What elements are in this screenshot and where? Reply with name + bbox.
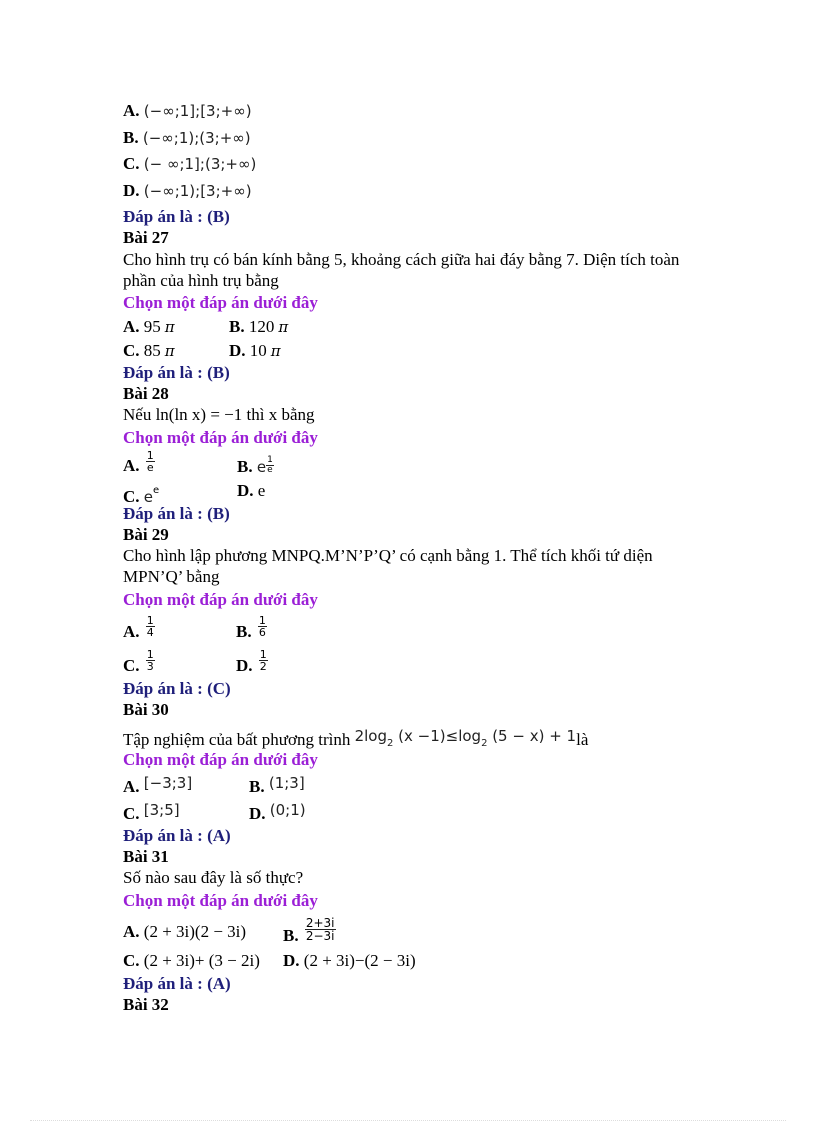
q30-inequality: $2\log_2$ $(x -1)\le\log_2$ (5 − x) + 1 xyxy=(354,727,577,749)
q28-text: Nếu ln(ln x) = −1 thì x bằng xyxy=(123,405,315,424)
q29-option-b: B. $\frac{1}{6}$ xyxy=(236,613,266,641)
q31-answer: Đáp án là : (A) xyxy=(123,974,231,993)
q30-option-d: D. (0;1) xyxy=(249,801,306,823)
q30-text: Tập nghiệm của bất phương trình $2\log_2$ $(x -1)\le\log_2$ (5 − x) + 1là xyxy=(123,727,589,749)
q29-prompt: Chọn một đáp án dưới đây xyxy=(123,590,318,609)
q31-option-b: B. $\frac{2+3i}{2-3i}$ xyxy=(283,915,335,945)
q29-answer: Đáp án là : (C) xyxy=(123,679,231,698)
q29-text-line2: MPN’Q’ bằng xyxy=(123,567,220,586)
fraction: $\frac{1}{3}$ xyxy=(146,647,154,673)
q31-text: Số nào sau đây là số thực? xyxy=(123,868,304,887)
q30-answer: Đáp án là : (A) xyxy=(123,826,231,845)
q31-option-d: D. (2 + 3i)−(2 − 3i) xyxy=(283,951,416,970)
q30-option-c: C. [3;5] xyxy=(123,801,180,823)
q27-option-b: B. 120 π xyxy=(229,317,289,336)
q27-option-a: A. 95 π xyxy=(123,317,175,336)
fraction: $\frac{1}{2}$ xyxy=(259,647,267,673)
q30-prompt: Chọn một đáp án dưới đây xyxy=(123,750,318,769)
fraction: $\frac{2+3i}{2-3i}$ xyxy=(305,915,335,943)
q29-title: Bài 29 xyxy=(123,525,169,544)
q26-option-d: D. (−∞;1);[3;+∞) xyxy=(123,181,252,200)
fraction: $\frac{1}{6}$ xyxy=(258,613,266,639)
q28-prompt: Chọn một đáp án dưới đây xyxy=(123,428,318,447)
q28-option-d: D. e xyxy=(237,481,266,500)
q27-option-c: C. 85 π xyxy=(123,341,175,360)
q27-answer: Đáp án là : (B) xyxy=(123,363,230,382)
q26-option-a: A. (−∞;1];[3;+∞) xyxy=(123,101,252,120)
q30-option-a: A. [−3;3] xyxy=(123,774,193,796)
q26-answer: Đáp án là : (B) xyxy=(123,207,230,226)
q27-option-d: D. 10 π xyxy=(229,341,281,360)
q28-option-b: B. e $\frac{1}{e}$ xyxy=(237,455,273,476)
q29-option-a: A. $\frac{1}{4}$ xyxy=(123,613,154,641)
q29-text-line1: Cho hình lập phương MNPQ.M’N’P’Q’ có cạnh bằng 1. Thể tích khối tứ diện xyxy=(123,546,653,565)
q28-option-a: A. $\frac{1}{e}$ xyxy=(123,448,154,475)
q32-title: Bài 32 xyxy=(123,995,169,1014)
q27-prompt: Chọn một đáp án dưới đây xyxy=(123,293,318,312)
q27-text-line1: Cho hình trụ có bán kính bằng 5, khoảng cách giữa hai đáy bằng 7. Diện tích toàn xyxy=(123,250,680,269)
page-bottom-divider xyxy=(30,1120,786,1121)
q29-option-d: D. $\frac{1}{2}$ xyxy=(236,647,267,675)
q31-option-a: A. (2 + 3i)(2 − 3i) xyxy=(123,922,247,941)
exponent-fraction: $\frac{1}{e}$ xyxy=(267,455,273,475)
q30-title: Bài 30 xyxy=(123,700,169,719)
q26-option-c: C. (− ∞;1];(3;+∞) xyxy=(123,154,257,173)
q26-option-b: B. (−∞;1);(3;+∞) xyxy=(123,128,251,147)
q28-answer: Đáp án là : (B) xyxy=(123,504,230,523)
q27-title: Bài 27 xyxy=(123,228,169,247)
q28-title: Bài 28 xyxy=(123,384,169,403)
q29-option-c: C. $\frac{1}{3}$ xyxy=(123,647,154,675)
q30-option-b: B. (1;3] xyxy=(249,774,305,796)
q31-option-c: C. (2 + 3i)+ (3 − 2i) xyxy=(123,951,260,970)
q28-option-c: C. $e^e$ xyxy=(123,485,160,506)
q31-prompt: Chọn một đáp án dưới đây xyxy=(123,891,318,910)
fraction: $\frac{1}{4}$ xyxy=(146,613,154,639)
q27-text-line2: phần của hình trụ bằng xyxy=(123,271,279,290)
q31-title: Bài 31 xyxy=(123,847,169,866)
fraction: $\frac{1}{e}$ xyxy=(146,448,154,474)
